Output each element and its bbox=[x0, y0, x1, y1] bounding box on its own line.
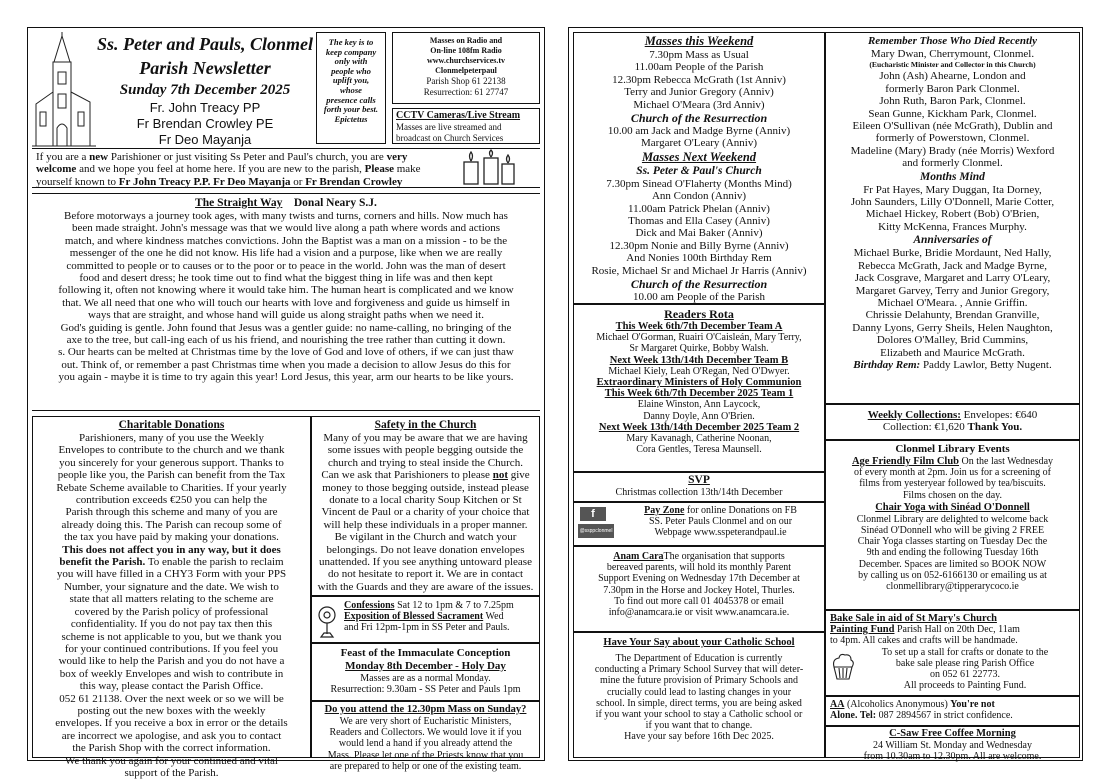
text-line: people like you, the Parish can benefit from the Tax bbox=[57, 469, 286, 482]
rota-line: Danny Doyle, Ann O'Brien. bbox=[643, 410, 755, 422]
resurrection-heading: Church of the Resurrection bbox=[630, 277, 768, 292]
rota-line: Cora Gentles, Teresa Maunsell. bbox=[636, 444, 762, 456]
name-line: Michael Hickey, Robert (Bob) O'Brien, bbox=[865, 208, 1040, 221]
text-line: clonmellibrary@tipperarycoco.ie bbox=[886, 581, 1019, 593]
aa-box bbox=[825, 696, 1080, 726]
quote-line: whose bbox=[340, 84, 362, 95]
text-line: Before motorways a journey took ages, with many twists and turns, corners and hills. Now much has bbox=[64, 210, 508, 222]
priest-3: Fr Deo Mayanja bbox=[158, 132, 252, 147]
readers-title: Readers Rota bbox=[664, 307, 734, 321]
immaculate-title: Feast of the Immaculate Conception bbox=[340, 647, 511, 659]
text-line: Resurrection: 9.30am - SS Peter and Pauls 1pm bbox=[330, 684, 521, 696]
candles-icon bbox=[458, 150, 518, 186]
em-title: Extraordinary Ministers of Holy Communion bbox=[596, 377, 802, 389]
attend-box bbox=[311, 701, 540, 772]
right-page bbox=[568, 27, 1083, 761]
rota-line: Mary Kavanagh, Catherine Noonan, bbox=[626, 433, 772, 445]
left-page bbox=[27, 27, 545, 779]
text-line: money to those begging outside, instead please bbox=[322, 481, 529, 494]
text-line: confidentiality. If you do not pay tax then this bbox=[70, 618, 273, 631]
name-line: Mary Dwan, Cherrymount, Clonmel. bbox=[870, 48, 1035, 60]
mass-line: Margaret O'Leary (Anniv) bbox=[640, 137, 757, 150]
text-line: church and trying to steal inside the Church. bbox=[328, 456, 523, 469]
mass-line: Thomas and Ella Casey (Anniv) bbox=[628, 215, 770, 228]
quote-line: people who bbox=[331, 65, 371, 76]
text-line: contribution exceeds €250 you can help the bbox=[75, 494, 268, 507]
mass-line: 10.00 am Jack and Madge Byrne (Anniv) bbox=[607, 125, 791, 138]
months-mind-heading: Months Mind bbox=[920, 170, 985, 183]
rota-line: Michael O'Gorman, Ruairi O'Caisleán, Mary Terry, bbox=[596, 332, 802, 344]
text-line: Clonmel Library are delighted to welcome back bbox=[856, 513, 1049, 525]
rota-line: Sr Margaret Quirke, Bobby Walsh. bbox=[629, 343, 769, 355]
mass-line: Rosie, Michael Sr and Michael Jr Harris (Anniv) bbox=[591, 264, 807, 277]
bake-line-1: Painting Fund Parish Hall on 20th Dec, 11am bbox=[830, 624, 1020, 636]
mass-line: 7.30pm Mass as Usual bbox=[649, 49, 749, 61]
immaculate-box bbox=[311, 643, 540, 701]
text-line: Mass. Please let one of the Priests know that you bbox=[327, 749, 524, 761]
text-line: Support Evening on Wednesday 17th December at bbox=[598, 573, 800, 585]
mass-line: 11.00am Patrick Phelan (Anniv) bbox=[628, 202, 770, 215]
text-line: you will have filled in a CHY3 Form with your PPS bbox=[56, 568, 287, 581]
name-line: Danny Lyons, Gerry Sheils, Helen Naughton, bbox=[852, 321, 1053, 334]
masses-box bbox=[573, 32, 825, 304]
birthday-line: Birthday Rem: Paddy Lawlor, Betty Nugent. bbox=[853, 358, 1052, 371]
name-line: Dolores O'Malley, Brid Cummins, bbox=[876, 334, 1029, 347]
name-line: and formerly Clonmel. bbox=[902, 157, 1003, 170]
priest-1: Fr. John Treacy PP bbox=[149, 100, 261, 115]
cctv-line: Masses are live streamed and bbox=[396, 122, 502, 132]
confessions-line-2: Exposition of Blessed Sacrament Wed bbox=[344, 611, 504, 623]
mass-line: Ann Condon (Anniv) bbox=[651, 190, 747, 203]
text-line: this way, please contact the Parish Office. bbox=[79, 680, 264, 693]
text-line: All proceeds to Painting Fund. bbox=[903, 680, 1027, 692]
text-line: if you want that to change. bbox=[645, 720, 753, 732]
svp-box bbox=[573, 472, 825, 502]
safety-title: Safety in the Church bbox=[374, 419, 477, 431]
text-line: Rebate Scheme available to Charities. If your yearly bbox=[56, 481, 287, 494]
name-line: Michael O'Meara. , Annie Griffin. bbox=[877, 296, 1028, 309]
text-line: committed to people or to causes or to the poor or to peace in the world. John was the man of desert bbox=[66, 259, 506, 272]
mass-line: Michael O'Meara (3rd Anniv) bbox=[633, 98, 765, 111]
quote-author: Epictetus bbox=[334, 113, 368, 124]
text-line: you sincerely for your generous support. Thanks to bbox=[59, 456, 284, 469]
welcome-line-3: yourself known to Fr John Treacy P.P. Fr Deo Mayanja or Fr Brendan Crowley bbox=[36, 175, 403, 188]
radio-line: www.churchservices.tv bbox=[426, 56, 506, 65]
text-line: to 4pm. All cakes and crafts will be handmade. bbox=[830, 635, 1018, 647]
quote-line: uplift you, bbox=[332, 75, 370, 86]
text-line: Number, your signature and the date. We wish to bbox=[64, 580, 279, 593]
straight-way-title: The Straight Way bbox=[195, 197, 283, 209]
text-line: mine the future provision of Primary Schools and bbox=[599, 675, 799, 687]
text-line: out. Think of, or remember a past Christmas time when you made a decision to allow Jesus do this for bbox=[61, 358, 511, 371]
anniversaries-heading: Anniversaries of bbox=[913, 234, 992, 247]
text-line: Can we ask that Parishioners to please not give bbox=[321, 469, 530, 482]
say-title: Have Your Say about your Catholic School bbox=[603, 637, 795, 648]
rota-week: Next Week 13th/14th December 2025 Team 2 bbox=[598, 421, 800, 433]
text-line: from 10.30am to 12.30pm. All are welcome. bbox=[863, 751, 1042, 763]
straight-way-box bbox=[32, 193, 540, 411]
radio-box bbox=[392, 32, 540, 104]
newsletter-subtitle: Parish Newsletter bbox=[139, 58, 271, 78]
text-line: God's guiding is gentle. John found that Jesus was a gentler guide: no name-calling, no bringing of the bbox=[60, 321, 512, 334]
text-line: support of the Parish. bbox=[124, 766, 219, 779]
priest-2: Fr Brendan Crowley PE bbox=[136, 116, 274, 131]
radio-line: Resurrection: 61 27747 bbox=[423, 87, 509, 97]
text-line: that. We all need that one who will touch our hearts with love and forgiveness and guide us himself in bbox=[62, 296, 510, 309]
radio-line: Clonmelpeterpaul bbox=[435, 66, 497, 75]
text-line: To set up a stall for crafts or donate to the bbox=[881, 646, 1049, 658]
mass-line: Dick and Mai Baker (Anniv) bbox=[635, 227, 763, 240]
text-line: for your continued contributions. If you feel you bbox=[64, 642, 279, 655]
text-line: This does not affect you in any way, but it does bbox=[62, 543, 281, 556]
text-line: the Parish Shop with the correct information. bbox=[72, 742, 271, 755]
text-line: Be vigilant in the Church and watch your bbox=[334, 531, 517, 544]
text-line: December. Spaces are limited so BOOK NOW bbox=[858, 558, 1047, 570]
text-line: are prepared to help or one of the existing team. bbox=[329, 760, 522, 772]
library-title: Clonmel Library Events bbox=[895, 443, 1010, 455]
bake-sale-box bbox=[825, 610, 1080, 696]
mass-line: Terry and Junior Gregory (Anniv) bbox=[624, 86, 774, 99]
welcome-line-1: If you are a new Parishioner or just visiting Ss Peter and Paul's church, you are very bbox=[36, 151, 408, 163]
text-line: ways that are straight, and whose hand will guide us along straight paths when we need it. bbox=[88, 309, 484, 322]
remember-box bbox=[825, 32, 1080, 404]
collections-line-2: Collection: €1,620 Thank You. bbox=[882, 421, 1023, 434]
rota-line: Elaine Winston, Ann Laycock, bbox=[637, 399, 761, 411]
welcome-line-2: welcome and we hope you feel at home here. If you are new to the parish, Please make bbox=[36, 163, 421, 176]
name-line: Margaret Garvey, Terry and Junior Gregory, bbox=[855, 284, 1050, 297]
text-line: We are very short of Eucharistic Ministers, bbox=[339, 716, 512, 727]
text-line: you again - maybe it is time to try again this year! Lord Jesus, this year, arm our hearts to be like yours. bbox=[58, 371, 514, 384]
text-line: Many of you may be aware that we are having bbox=[323, 432, 528, 444]
rota-week: Next Week 13th/14th December Team B bbox=[609, 354, 789, 366]
quote-line: keep company bbox=[325, 46, 377, 57]
text-line: crucially could lead to lasting changes in your bbox=[606, 686, 792, 698]
name-line: John (Ash) Ahearne, London and bbox=[879, 70, 1026, 83]
collections-box bbox=[825, 404, 1080, 440]
confessions-line-1: Confessions Sat 12 to 1pm & 7 to 7.25pm bbox=[344, 600, 514, 611]
library-box bbox=[825, 440, 1080, 610]
name-line: John Saunders, Lilly O'Donnell, Marie Cotter, bbox=[850, 196, 1055, 209]
csaw-box bbox=[825, 726, 1080, 763]
text-line: by calling us on 052-6166130 or emailing us at bbox=[858, 569, 1047, 581]
confessions-line-3: and Fri 12pm-1pm in SS Peter and Pauls. bbox=[344, 622, 510, 634]
text-line: Readers and Collectors. We would love it if you bbox=[329, 727, 522, 739]
anam-cara-box bbox=[573, 546, 825, 632]
text-line: 7.30pm in the Horse and Jockey Hotel, Thurles. bbox=[603, 584, 795, 596]
collections-line-1: Weekly Collections: Envelopes: €640 bbox=[867, 409, 1038, 421]
text-line: food and desert dress; he took time out to find what the biggest thing in life was and then kept bbox=[79, 272, 493, 285]
mass-line: And Nonies 100th Birthday Rem bbox=[626, 252, 772, 265]
csaw-title: C-Saw Free Coffee Morning bbox=[889, 728, 1016, 739]
text-line: scheme is not applicable to you, but we thank you bbox=[61, 630, 282, 643]
name-line: Chrissie Delahunty, Brendan Granville, bbox=[865, 309, 1040, 322]
text-line: benefit the Parish. To enable the parish to reclaim bbox=[59, 556, 284, 569]
mass-line: 12.30pm Rebecca McGrath (1st Anniv) bbox=[612, 73, 786, 86]
text-line: donate to a local charity Soup Kitchen or St bbox=[329, 494, 522, 507]
attend-title: Do you attend the 12.30pm Mass on Sunday? bbox=[324, 704, 527, 715]
payzone-line-1: Pay Zone for online Donations on FB bbox=[644, 505, 797, 516]
mass-line: 10.00 am People of the Parish bbox=[633, 291, 765, 304]
masthead bbox=[94, 32, 316, 152]
text-line: belongings. Do not leave donation envelopes bbox=[326, 543, 525, 556]
text-line: Envelopes to contribute to the church and we thank bbox=[58, 444, 285, 457]
name-line: Jack Cosgrave, Margaret and Larry O'Leary, bbox=[854, 272, 1051, 285]
text-line: conducting a Primary School Survey that will deter- bbox=[594, 664, 804, 676]
text-line: are incorrect we apologise, and ask you to contact bbox=[61, 729, 282, 742]
confessions-box bbox=[311, 596, 540, 643]
text-line: of every month at 2pm. Join us for a screening of bbox=[854, 467, 1051, 479]
text-line: would lend a hand if you already attend the bbox=[338, 738, 513, 750]
text-line: Vincent de Paul or a charity of your choice that bbox=[321, 506, 530, 519]
rota-week: This Week 6th/7th December Team A bbox=[615, 321, 783, 332]
text-line: following it, often not knowing where it would take him. The human heart is complicated and we know bbox=[58, 284, 514, 297]
bake-title: Bake Sale in aid of St Mary's Church bbox=[830, 613, 997, 624]
text-line: 052 61 21138. Over the next week or so we will be bbox=[59, 692, 284, 705]
church-tower-icon bbox=[32, 32, 96, 150]
name-line: formerly of Powerstown, Clonmel. bbox=[875, 132, 1030, 145]
cctv-title: CCTV Cameras/Live Stream bbox=[396, 110, 521, 121]
radio-line: On-line 108fm Radio bbox=[430, 46, 502, 55]
mass-line: 11.00am People of the Parish bbox=[634, 61, 764, 74]
text-line: bake sale please ring Parish Office bbox=[895, 657, 1035, 669]
text-line: would like to help the Parish and you do not have a bbox=[58, 655, 285, 668]
name-line: Elizabeth and Maurice McGrath. bbox=[880, 346, 1025, 359]
name-line: Sean Gunne, Kickham Park, Clonmel. bbox=[868, 107, 1037, 120]
text-line: do not hesitate to report it. We are in contact bbox=[327, 568, 523, 581]
newsletter-date: Sunday 7th December 2025 bbox=[119, 82, 291, 98]
text-line: messenger of the one he did not know. His life had a vision and a purpose, like when we are really bbox=[69, 247, 503, 260]
charitable-box bbox=[32, 416, 311, 779]
text-line: Films chosen on the day. bbox=[902, 489, 1003, 501]
text-line: bereaved parents, will hold its monthly Parent bbox=[606, 562, 792, 574]
text-line: 9th and ending the following Tuesday 16th bbox=[866, 547, 1039, 559]
text-line: Parishioners, many of you use the Weekly bbox=[79, 432, 264, 444]
church-heading: Ss. Peter & Paul's Church bbox=[636, 164, 762, 177]
text-line: already doing this. The Parish can recoup some of bbox=[61, 518, 282, 531]
quote-line: The key is to bbox=[328, 37, 374, 47]
svp-line: Christmas collection 13th/14th December bbox=[615, 487, 783, 498]
anam-line-1: Anam CaraThe organisation that supports bbox=[613, 551, 785, 562]
text-line: some issues with people begging outside the bbox=[327, 444, 524, 457]
text-line: box of weekly Envelopes and wish to contribute in bbox=[59, 667, 284, 680]
immaculate-subtitle: Monday 8th December - Holy Day bbox=[345, 660, 506, 672]
cctv-line: broadcast on Church Services bbox=[396, 132, 504, 143]
text-line: Masses are as a normal Monday. bbox=[360, 673, 491, 684]
text-line: match, and where kindness matches convictions. John the Baptist was a man on a mission - to be the bbox=[64, 234, 508, 247]
name-line: Madeline (Mary) Brady (née Morris) Wexford bbox=[850, 144, 1055, 157]
text-line: posting out the new boxes with the weekly bbox=[77, 704, 266, 717]
text-line: Chair Yoga classes starting on Tuesday Dec the bbox=[857, 536, 1048, 548]
text-line: unattended. If you see anything untoward please bbox=[319, 556, 532, 569]
text-line: films from yesteryear followed by tea/biscuits. bbox=[859, 478, 1046, 490]
straight-way-author: Donal Neary S.J. bbox=[293, 197, 377, 209]
text-line: 24 William St. Monday and Wednesday bbox=[873, 740, 1032, 751]
aa-line-2: Alone. Tel: 087 2894567 in strict confidence. bbox=[830, 710, 1013, 722]
text-line: school. In simple, direct terms, you are being asked bbox=[596, 697, 802, 709]
text-line: The Department of Education is currently bbox=[615, 653, 783, 664]
readers-box bbox=[573, 304, 825, 472]
payzone-line-2: SS. Peter Pauls Clonmel and on our bbox=[648, 516, 793, 528]
masses-next-title: Masses Next Weekend bbox=[641, 149, 757, 164]
quote-line: forth your best. bbox=[323, 104, 379, 115]
payzone-line-3: Webpage www.sspeterandpaul.ie bbox=[654, 527, 787, 539]
name-line: Eileen O'Sullivan (née McGrath), Dublin and bbox=[852, 120, 1053, 133]
text-line: if you want your school to stay a Catholic school or bbox=[595, 709, 803, 721]
text-line: covered by the Parish policy of professional bbox=[74, 605, 269, 618]
cctv-box bbox=[392, 108, 540, 144]
text-line: To find out more call 01 4045378 or email bbox=[614, 595, 784, 607]
svp-title: SVP bbox=[688, 474, 710, 486]
masses-weekend-title: Masses this Weekend bbox=[644, 34, 754, 48]
text-line: Sinéad O'Donnell who will be giving 2 FREE bbox=[860, 525, 1045, 537]
have-your-say-box bbox=[573, 632, 825, 758]
text-line: will help these individuals in a proper manner. bbox=[323, 518, 528, 531]
facebook-icon: f bbox=[580, 507, 606, 521]
name-line: Kitty McKenna, Frances Murphy. bbox=[878, 220, 1027, 233]
name-line: John Ruth, Baron Park, Clonmel. bbox=[879, 95, 1026, 108]
resurrection-heading: Church of the Resurrection bbox=[630, 111, 768, 126]
text-line: on 052 61 22773. bbox=[930, 669, 1000, 681]
payzone-box bbox=[573, 502, 825, 546]
text-line: info@anamcara.ie or visit www.anamcara.ie. bbox=[608, 607, 790, 619]
rota-week: This Week 6th/7th December 2025 Team 1 bbox=[604, 388, 794, 400]
social-handle-badge: @ssppclonmel bbox=[578, 524, 614, 538]
text-line: We thank you again for your continued and vital bbox=[65, 754, 278, 767]
safety-box bbox=[311, 416, 540, 596]
name-line: Michael Burke, Bridie Mordaunt, Ned Hally, bbox=[853, 247, 1052, 260]
radio-line: Masses on Radio and bbox=[429, 36, 503, 45]
remember-title: Remember Those Who Died Recently bbox=[867, 35, 1038, 47]
film-club-line: Age Friendly Film Club On the last Wednesday bbox=[851, 456, 1054, 467]
newsletter-title: Ss. Peter and Pauls, Clonmel bbox=[96, 34, 314, 54]
text-line: with the Guards and they are aware of the issues. bbox=[317, 580, 534, 593]
text-line: Parish through this scheme and many of you are bbox=[65, 506, 278, 519]
quote-line: presence calls bbox=[326, 94, 376, 105]
rota-line: Michael Kiely, Leah O'Regan, Ned O'Dwyer. bbox=[608, 365, 790, 377]
aa-line-1: AA (Alcoholics Anonymous) You're not bbox=[830, 699, 995, 710]
remember-note: (Eucharistic Minister and Collector in this Church) bbox=[869, 60, 1036, 70]
text-line: s. Our hearts can be melted at Christmas time by the love of God and love of others, if we can just thaw bbox=[58, 346, 514, 359]
monstrance-icon bbox=[316, 604, 338, 638]
text-line: axe to the tree, but call-ing each of us his friend, and nourishing the tree rather than cutting it down. bbox=[66, 334, 506, 347]
text-line: state that all matters relating to the scheme are bbox=[69, 593, 274, 606]
name-line: formerly Baron Park Clonmel. bbox=[885, 82, 1020, 95]
radio-line: Parish Shop 61 22138 bbox=[426, 76, 506, 86]
text-line: Have your say before 16th Dec 2025. bbox=[624, 731, 774, 743]
text-line: been made straight. John's message was that we would live along a path where words and actions bbox=[71, 222, 501, 235]
name-line: Fr Pat Hayes, Mary Duggan, Ita Dorney, bbox=[863, 183, 1042, 196]
name-line: Rebecca McGrath, Jack and Madge Byrne, bbox=[857, 259, 1048, 272]
quote-line: only with bbox=[334, 56, 368, 67]
quote-box bbox=[316, 32, 386, 144]
yoga-title: Chair Yoga with Sinéad O'Donnell bbox=[875, 501, 1030, 513]
text-line: the tax you have paid by making your donations. bbox=[64, 531, 279, 544]
mass-line: 12.30pm Nonie and Billy Byrne (Anniv) bbox=[609, 239, 789, 252]
mass-line: 7.30pm Sinead O'Flaherty (Months Mind) bbox=[606, 177, 792, 190]
text-line: envelopes. If you receive a box in error or the details bbox=[55, 717, 288, 730]
charitable-title: Charitable Donations bbox=[118, 419, 225, 431]
